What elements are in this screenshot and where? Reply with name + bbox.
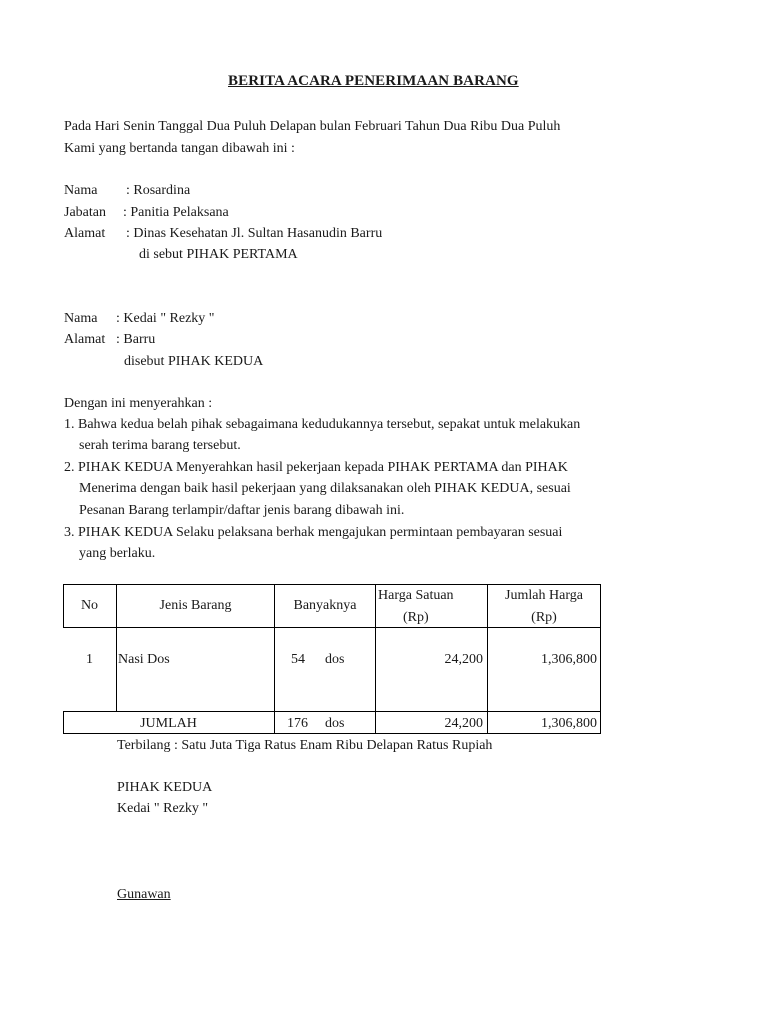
goods-table: [63, 584, 601, 734]
party2-nama-label: Nama: [64, 311, 98, 326]
signature-party: PIHAK KEDUA: [117, 780, 213, 795]
statement-intro: Dengan ini menyerahkan :: [64, 396, 213, 411]
total-jumlah: 1,306,800: [541, 716, 597, 731]
party1-jabatan-label: Jabatan: [64, 205, 106, 220]
point-2-line-3: Pesanan Barang terlampir/daftar jenis barang dibawah ini.: [79, 503, 405, 518]
party1-jabatan-value: : Panitia Pelaksana: [123, 205, 229, 220]
row-1-harga: 24,200: [444, 652, 483, 667]
signature-name: Gunawan: [117, 887, 171, 902]
row-1-jumlah: 1,306,800: [541, 652, 597, 667]
point-3-line-1: 3. PIHAK KEDUA Selaku pelaksana berhak mengajukan permintaan pembayaran sesuai: [64, 525, 563, 540]
header-jenis-barang: Jenis Barang: [159, 598, 232, 613]
point-2-line-2: Menerima dengan baik hasil pekerjaan yang dilaksanakan oleh PIHAK KEDUA, sesuai: [79, 481, 571, 496]
row-1-jenis: Nasi Dos: [118, 652, 170, 667]
point-1-line-2: serah terima barang tersebut.: [79, 438, 241, 453]
header-jumlah-harga-unit: (Rp): [531, 610, 557, 625]
party2-alamat-value: : Barru: [116, 332, 156, 347]
party1-nama-value: : Rosardina: [126, 183, 191, 198]
point-1-line-1: 1. Bahwa kedua belah pihak sebagaimana kedudukannya tersebut, sepakat untuk melakukan: [64, 417, 581, 432]
party2-designation: disebut PIHAK KEDUA: [124, 354, 264, 369]
header-harga-satuan: Harga Satuan: [378, 588, 454, 603]
total-unit: dos: [325, 716, 345, 731]
total-label: JUMLAH: [140, 716, 197, 731]
intro-line-1: Pada Hari Senin Tanggal Dua Puluh Delapan bulan Februari Tahun Dua Ribu Dua Puluh: [64, 119, 561, 134]
party2-alamat-label: Alamat: [64, 332, 106, 347]
total-harga: 24,200: [444, 716, 483, 731]
party1-alamat-value: : Dinas Kesehatan Jl. Sultan Hasanudin Barru: [126, 226, 383, 241]
row-1-unit: dos: [325, 652, 345, 667]
party1-alamat-label: Alamat: [64, 226, 106, 241]
total-qty: 176: [287, 716, 308, 731]
row-1-qty: 54: [291, 652, 305, 667]
header-jumlah-harga: Jumlah Harga: [505, 588, 583, 603]
party1-nama-label: Nama: [64, 183, 98, 198]
point-3-line-2: yang berlaku.: [79, 546, 156, 561]
row-1-no: 1: [86, 652, 93, 667]
party1-designation: di sebut PIHAK PERTAMA: [139, 247, 298, 262]
header-no: No: [80, 598, 99, 613]
header-harga-satuan-unit: (Rp): [403, 610, 429, 625]
signature-org: Kedai " Rezky ": [117, 801, 209, 816]
party2-nama-value: : Kedai " Rezky ": [116, 311, 215, 326]
header-banyaknya: Banyaknya: [293, 598, 357, 613]
intro-line-2: Kami yang bertanda tangan dibawah ini :: [64, 141, 295, 156]
document-title: BERITA ACARA PENERIMAAN BARANG: [228, 73, 519, 89]
point-2-line-1: 2. PIHAK KEDUA Menyerahkan hasil pekerjaan kepada PIHAK PERTAMA dan PIHAK: [64, 460, 568, 475]
terbilang: Terbilang : Satu Juta Tiga Ratus Enam Ribu Delapan Ratus Rupiah: [117, 738, 493, 753]
